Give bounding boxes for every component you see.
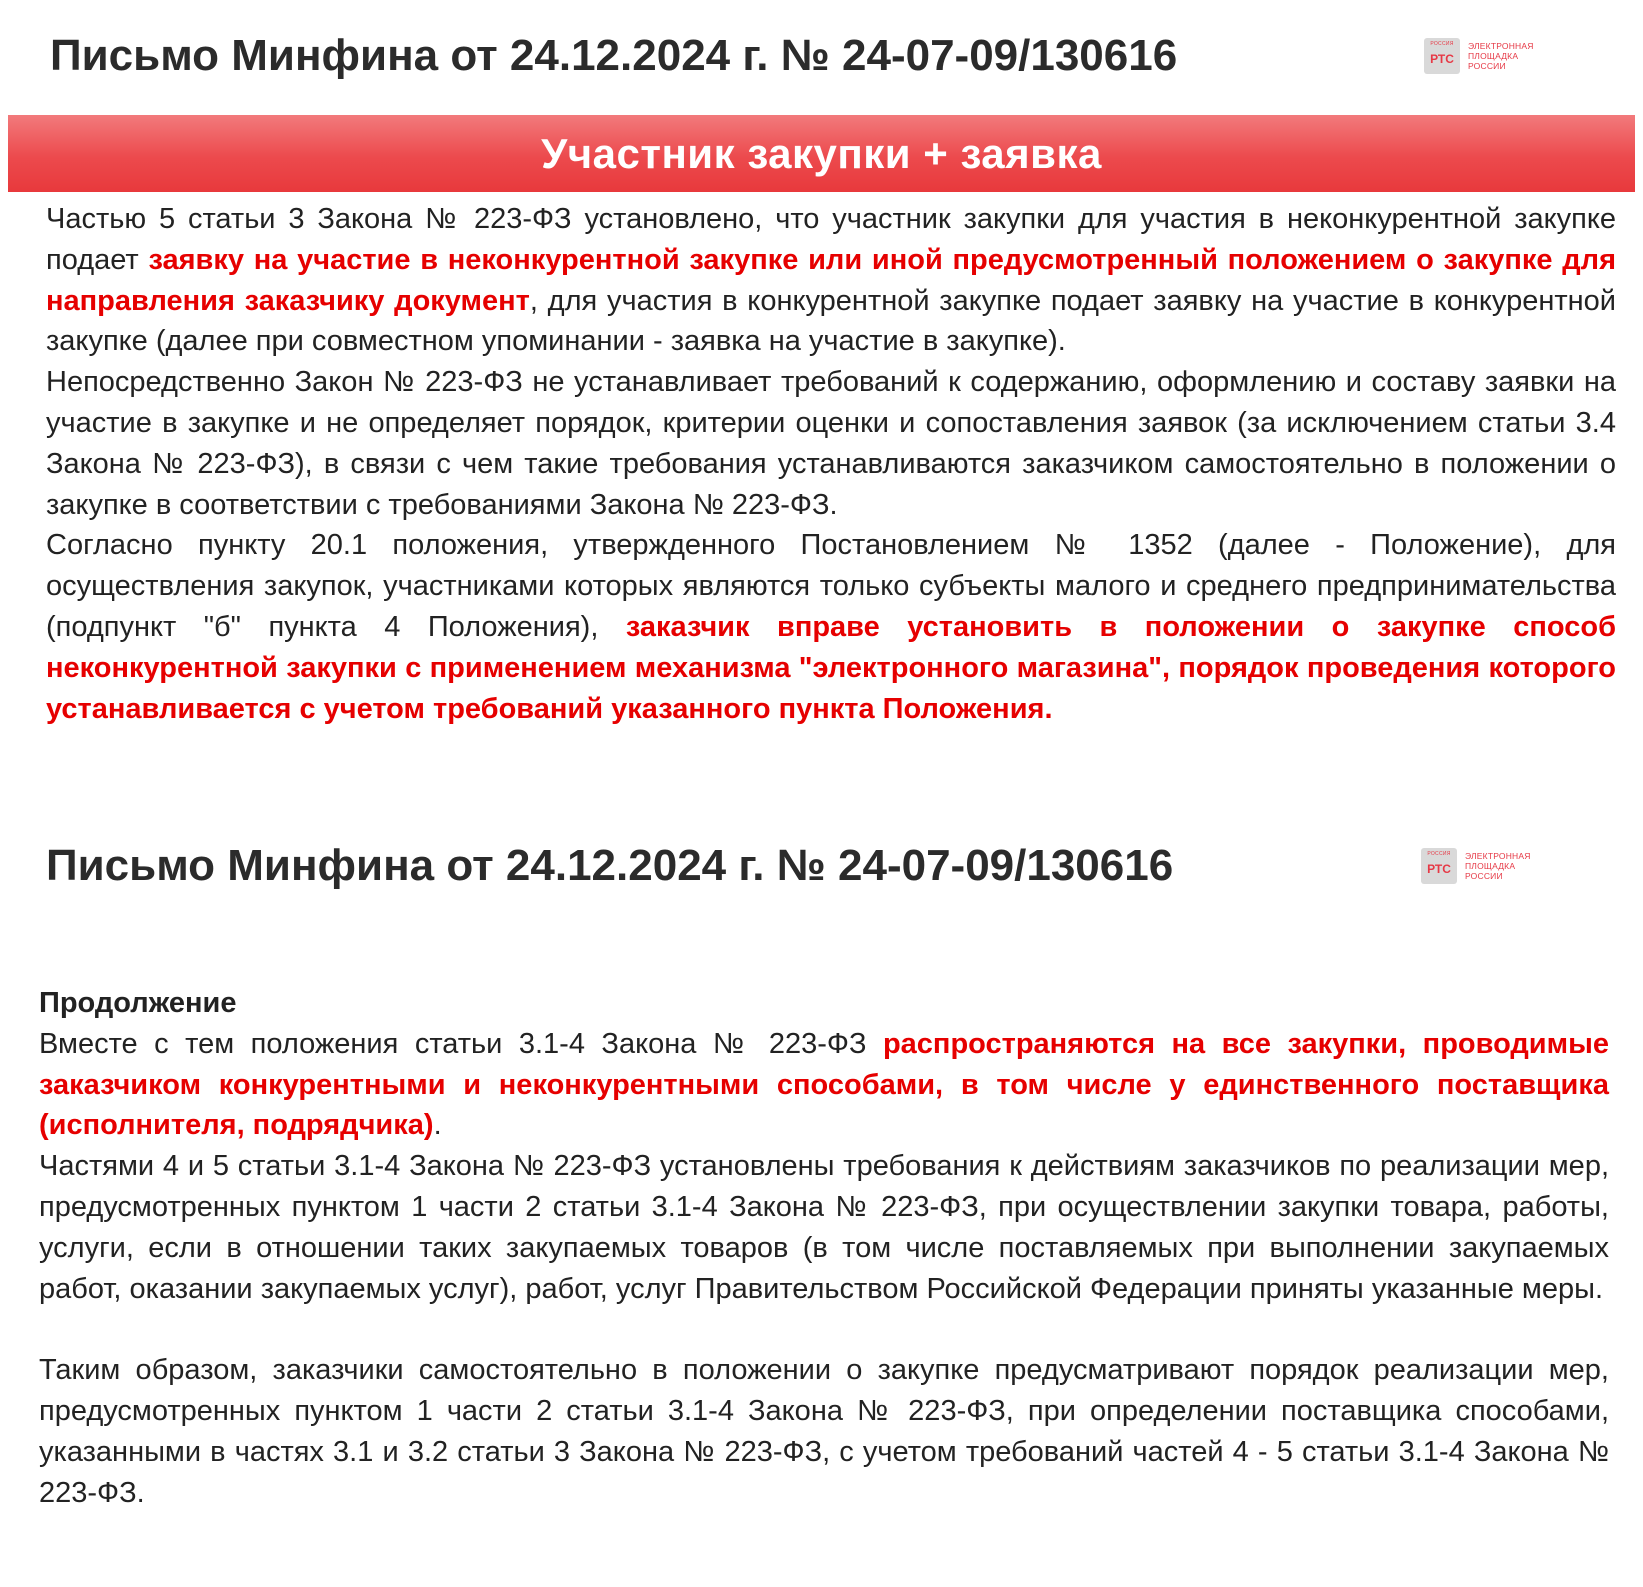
slide1-p3-text: Согласно пункту 20.1 положения, утвержденного Постановлением № 1352 (далее - Положение), для осуществления закупок, участниками которых являются только субъекты малого и среднего предпринимательства (подпункт "б" пункта 4 Положения), — [46, 529, 1616, 643]
slide1-paragraph-1 — [46, 199, 1616, 362]
rts-logo-line2: ПЛОЩАДКА — [1468, 51, 1519, 61]
rts-logo-super: РОССИЯ — [1430, 41, 1454, 47]
slide1-p3-highlight: заказчик вправе установить в положении о закупке способ неконкурентной закупки с применением механизма "электронного магазина", порядок проведения которого устанавливается с учетом требований указанного пункта Положения. — [46, 610, 1617, 725]
rts-logo-icon — [1424, 38, 1460, 74]
rts-logo-2-super: РОССИЯ — [1427, 851, 1451, 857]
rts-logo-2-line1: ЭЛЕКТРОННАЯ — [1465, 851, 1531, 861]
rts-logo-2-line2: ПЛОЩАДКА — [1465, 861, 1516, 871]
slide1-title: Письмо Минфина от 24.12.2024 г. № 24-07-09/130616 — [50, 31, 1178, 80]
rts-logo-2-mark: РТС — [1427, 861, 1451, 876]
rts-logo-2 — [1421, 848, 1531, 884]
slide2-paragraph-2: Частями 4 и 5 статьи 3.1-4 Закона № 223-ФЗ установлены требования к действиям заказчиков по реализации мер, предусмотренных пунктом 1 части 2 статьи 3.1-4 Закона № 223-ФЗ, при осуществлении закупки товара, работы, услуги, если в отношении таких закупаемых товаров (в том числе поставляемых при выполнении закупаемых работ, оказании закупаемых услуг), работ, услуг Правительством Российской Федерации приняты указанные меры. — [39, 1150, 1609, 1305]
slide2-paragraph-1 — [39, 1024, 1609, 1146]
slide2-title: Письмо Минфина от 24.12.2024 г. № 24-07-09/130616 — [46, 841, 1174, 890]
banner-title: Участник закупки + заявка — [541, 129, 1102, 177]
rts-logo-text — [1468, 41, 1534, 71]
rts-logo-2-line3: РОССИИ — [1465, 871, 1503, 881]
rts-logo-line1: ЭЛЕКТРОННАЯ — [1468, 41, 1534, 51]
slide2-p1-text: Вместе с тем положения статьи 3.1-4 Закона № 223-ФЗ — [39, 1027, 883, 1060]
slide2-paragraph-3: Таким образом, заказчики самостоятельно в положении о закупке предусматривают порядок реализации мер, предусмотренных пунктом 1 части 2 статьи 3.1-4 Закона № 223-ФЗ, при определении поставщика способами, указанными в частях 3.1 и 3.2 статьи 3 Закона № 223-ФЗ, с учетом требований частей 4 - 5 статьи 3.1-4 Закона № 223-ФЗ. — [39, 1354, 1609, 1509]
rts-logo-2-text — [1465, 851, 1531, 881]
section-banner — [8, 115, 1635, 192]
slide1-p1-highlight: заявку на участие в неконкурентной закупке или иной предусмотренный положением о закупке для направления заказчику документ — [46, 243, 1617, 317]
slide2-p1-highlight: распространяются на все закупки, проводимые заказчиком конкурентными и неконкурентными способами, в том числе у единственного поставщика (исполнителя, подрядчика) — [39, 1027, 1609, 1142]
slide2-subhead: Продолжение — [39, 987, 237, 1019]
rts-logo-mark: РТС — [1430, 51, 1454, 66]
rts-logo-line3: РОССИИ — [1468, 61, 1506, 71]
paragraph-spacer — [39, 1309, 1609, 1350]
slide1-paragraph-2: Непосредственно Закон № 223-ФЗ не устанавливает требований к содержанию, оформлению и составу заявки на участие в закупке и не определяет порядок, критерии оценки и сопоставления заявок (за исключением статьи 3.4 Закона № 223-ФЗ), в связи с чем такие требования устанавливаются заказчиком самостоятельно в положении о закупке в соответствии с требованиями Закона № 223-ФЗ. — [46, 366, 1616, 521]
slide1-paragraph-3 — [46, 525, 1616, 729]
rts-logo-2-icon — [1421, 848, 1457, 884]
rts-logo — [1424, 38, 1534, 74]
slide2-p1-tail: . — [433, 1109, 442, 1142]
slide1-p1-text: Частью 5 статьи 3 Закона № 223-ФЗ установлено, что участник закупки для участия в неконкурентной закупке подает — [46, 203, 1616, 276]
slide1-body — [46, 199, 1616, 729]
slide2-body — [39, 983, 1609, 1513]
slide1-p1-tail: , для участия в конкурентной закупке подает заявку на участие в конкурентной закупке (далее при совместном упоминании - заявка на участие в закупке). — [46, 284, 1616, 358]
